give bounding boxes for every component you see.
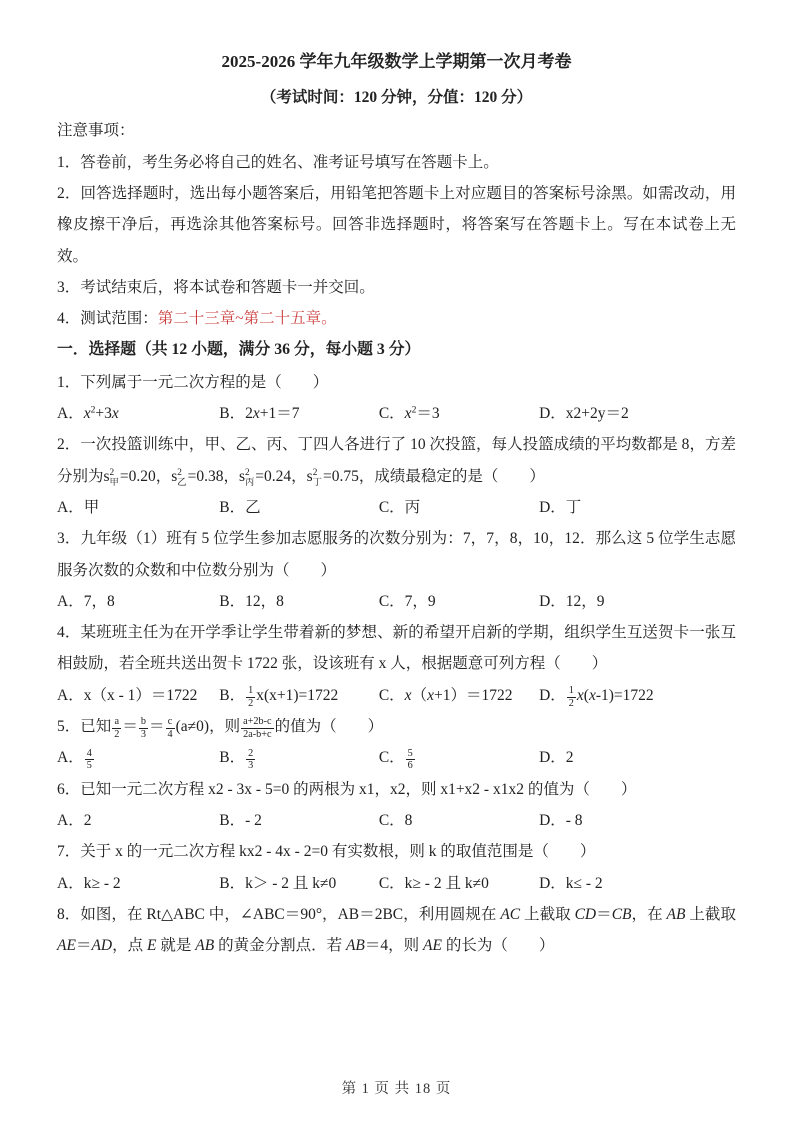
fraction	[139, 716, 148, 741]
text-segment: =0.38，s	[187, 467, 245, 485]
question-option	[539, 586, 736, 617]
text-segment: 3．考试结束后，将本试卷和答题卡一并交回。	[57, 278, 375, 296]
question-stem	[57, 899, 736, 962]
page-footer: 第 1 页 共 18 页	[341, 1081, 452, 1097]
question-option	[219, 492, 379, 523]
question	[57, 617, 736, 711]
fraction	[246, 748, 255, 773]
text-segment: x	[404, 405, 412, 423]
question-option	[57, 680, 219, 711]
text-segment: D．丁	[539, 498, 582, 516]
sup-sub-script	[313, 468, 322, 488]
question-stem	[57, 617, 736, 680]
text-segment: -1)=1722	[595, 686, 654, 704]
superscript: 2	[177, 468, 182, 479]
question-option	[57, 742, 219, 773]
text-segment: C．	[378, 405, 405, 423]
question	[57, 899, 736, 962]
text-segment: A．k≥ - 2	[57, 874, 121, 892]
question-option	[219, 398, 379, 429]
question-option	[539, 398, 736, 429]
sup-sub-script	[110, 468, 119, 488]
text-segment: 1．下列属于一元二次方程的是（ ）	[57, 373, 329, 391]
text-segment: x(x+1)=1722	[256, 686, 339, 704]
text-segment: AD	[91, 937, 113, 955]
question-option	[379, 805, 539, 836]
text-segment: D．12，9	[539, 592, 605, 610]
text-segment: AB	[195, 937, 215, 955]
text-segment: B．- 2	[219, 811, 262, 829]
fraction	[406, 748, 415, 773]
text-segment: B．	[219, 749, 246, 767]
text-segment: 1．答卷前，考生务必将自己的姓名、准考证号填写在答题卡上。	[57, 153, 499, 171]
question-stem	[57, 429, 736, 492]
text-segment: 的黄金分割点．若	[214, 937, 346, 955]
text-segment: A．x（x - 1）＝1722	[57, 686, 198, 704]
subscript: 甲	[109, 478, 119, 489]
text-segment: B．乙	[219, 498, 261, 516]
fraction	[246, 685, 255, 710]
text-segment: AE	[57, 937, 76, 955]
text-segment: A．	[57, 405, 84, 423]
fraction-denominator: 2	[114, 729, 120, 741]
text-segment: ＝	[149, 718, 165, 736]
page-title: 2025-2026 学年九年级数学上学期第一次月考卷	[221, 52, 572, 71]
question	[57, 836, 736, 899]
text-segment: 2	[411, 404, 417, 416]
text-segment: ＝3	[416, 405, 440, 423]
fraction-denominator: 3	[248, 760, 254, 772]
question-option	[379, 742, 539, 773]
fraction-numerator: 1	[568, 685, 574, 697]
question-option	[219, 680, 379, 711]
question-option	[379, 492, 539, 523]
text-segment: =0.20，s	[119, 467, 178, 485]
text-segment: =0.75，成绩最稳定的是（ ）	[323, 467, 545, 485]
question-list	[57, 367, 736, 962]
question-options	[57, 586, 736, 617]
text-segment: 8．如图，在 Rt△ABC 中，∠ABC＝90°，AB＝2BC，利用圆规在	[57, 905, 501, 923]
notice-item	[57, 303, 736, 334]
text-segment: 2	[90, 404, 96, 416]
text-segment: D．x2+2y＝2	[539, 405, 629, 423]
question-stem	[57, 523, 736, 586]
superscript: 2	[244, 468, 250, 479]
text-segment: 7．关于 x 的一元二次方程 kx2 - 4x - 2=0 有实数根，则 k 的取值范围是（ ）	[57, 843, 596, 861]
text-segment: A．2	[57, 811, 92, 829]
text-segment: 3．九年级（1）班有 5 位学生参加志愿服务的次数分别为：7，7，8，10，12．那么这 5 位学生志愿服务次数的众数和中位数分别为（ ）	[57, 530, 736, 579]
text-segment: ，点	[112, 937, 148, 955]
fraction-numerator: 5	[407, 747, 413, 759]
text-segment: 上截取	[520, 905, 575, 923]
fraction	[85, 748, 94, 773]
question-option	[379, 398, 539, 429]
question-option	[379, 680, 539, 711]
question-options	[57, 492, 736, 523]
fraction	[166, 716, 175, 741]
question-option	[219, 805, 379, 836]
question-option	[57, 398, 219, 429]
question-options	[57, 680, 736, 711]
text-segment: D．- 8	[539, 811, 583, 829]
question-option	[219, 742, 379, 773]
text-segment: 就是	[156, 937, 196, 955]
text-segment: x	[588, 686, 596, 704]
fraction-numerator: a	[112, 716, 121, 729]
text-segment: D．2	[539, 749, 574, 767]
text-segment: CD	[574, 905, 597, 923]
question	[57, 367, 736, 430]
subscript: 丙	[244, 478, 255, 489]
sup-sub-script	[245, 468, 254, 488]
text-segment: ＝	[75, 937, 92, 955]
question-option	[539, 805, 736, 836]
text-segment: （	[411, 686, 428, 704]
text-segment: A．	[57, 749, 84, 767]
fraction-denominator: 4	[167, 729, 173, 741]
text-segment: ＝4，则	[364, 937, 424, 955]
question-stem	[57, 836, 736, 867]
question-options	[57, 398, 736, 429]
question-option	[539, 742, 736, 773]
text-segment: x	[111, 405, 119, 423]
subscript: 乙	[177, 478, 187, 489]
fraction-denominator: 2	[248, 697, 254, 709]
fraction-denominator: 2	[568, 697, 574, 709]
text-segment: +1）＝1722	[433, 686, 513, 704]
question-option	[379, 586, 539, 617]
text-segment: B．12，8	[219, 592, 284, 610]
text-segment: C．k≥ - 2 且 k≠0	[378, 874, 489, 892]
question-option	[57, 868, 219, 899]
highlighted-text: 第二十三章~第二十五章。	[157, 310, 337, 328]
text-segment: 的长为（ ）	[441, 937, 555, 955]
text-segment: E	[147, 937, 157, 955]
text-segment: ＝	[122, 718, 138, 736]
text-segment: x	[576, 686, 584, 704]
fraction-denominator: 5	[86, 760, 92, 772]
text-segment: D．k≤ - 2	[539, 874, 603, 892]
text-segment: 6．已知一元二次方程 x2 - 3x - 5=0 的两根为 x1，x2，则 x1+x2 - x1x2 的值为（ ）	[57, 780, 637, 798]
notice-item	[57, 178, 736, 272]
text-segment: ＝	[596, 905, 612, 923]
fraction-numerator: 1	[248, 685, 254, 697]
text-segment: x	[427, 686, 434, 704]
text-segment: B．2	[219, 405, 253, 423]
fraction-numerator: 4	[86, 747, 92, 759]
text-segment: AB	[666, 905, 686, 923]
superscript: 2	[109, 468, 115, 479]
notice-list	[57, 147, 736, 335]
text-segment: B．k＞ - 2 且 k≠0	[219, 874, 337, 892]
notice-heading: 注意事项：	[57, 122, 135, 140]
text-segment: D．	[539, 686, 566, 704]
text-segment: C．7，9	[378, 592, 436, 610]
question-option	[57, 586, 219, 617]
fraction-numerator: b	[140, 716, 146, 728]
fraction	[567, 685, 576, 710]
fraction	[241, 716, 273, 741]
text-segment: AC	[500, 905, 521, 923]
text-segment: 上截取	[685, 905, 736, 923]
text-segment: A．7，8	[57, 592, 115, 610]
question-option	[539, 680, 736, 711]
question-option	[219, 868, 379, 899]
page-subtitle: （考试时间：120 分钟，分值：120 分）	[260, 88, 533, 106]
text-segment: (a≠0)，则	[175, 718, 241, 736]
section-heading: 一．选择题（共 12 小题，满分 36 分，每小题 3 分）	[57, 341, 421, 359]
question	[57, 711, 736, 774]
question-option	[539, 492, 736, 523]
question-option	[539, 868, 736, 899]
text-segment: x	[404, 686, 412, 704]
superscript: 2	[312, 468, 318, 479]
text-segment: A．甲	[57, 498, 100, 516]
question-option	[219, 586, 379, 617]
question	[57, 774, 736, 837]
fraction-numerator: c	[166, 716, 175, 729]
text-segment: AB	[345, 937, 365, 955]
text-segment: 的值为（ ）	[274, 718, 384, 736]
text-segment: 2．一次投篮训练中，甲、乙、丙、丁四人各进行了 10 次投篮，每人投篮成绩的平均数都是 8，方差分别为s	[57, 436, 736, 485]
text-segment: C．	[378, 749, 405, 767]
notice-item	[57, 147, 736, 178]
question-option	[57, 492, 219, 523]
text-segment: AE	[423, 937, 442, 955]
text-segment: C．8	[378, 811, 413, 829]
text-segment: x	[252, 405, 260, 423]
question-options	[57, 742, 736, 773]
fraction	[112, 716, 121, 741]
question-options	[57, 868, 736, 899]
text-segment: 5．已知	[57, 718, 112, 736]
text-segment: (	[583, 686, 589, 704]
text-segment: +3	[95, 405, 112, 423]
question-stem	[57, 774, 736, 805]
question-options	[57, 805, 736, 836]
question	[57, 523, 736, 617]
question-option	[379, 868, 539, 899]
question	[57, 429, 736, 523]
text-segment: C．	[378, 686, 405, 704]
fraction-denominator: 2a-b+c	[243, 729, 272, 741]
question-stem	[57, 367, 736, 398]
subscript: 丁	[312, 478, 323, 489]
sup-sub-script	[177, 468, 186, 488]
text-segment: B．	[219, 686, 246, 704]
text-segment: C．丙	[378, 498, 421, 516]
notice-item	[57, 272, 736, 303]
text-segment: ，在	[631, 905, 667, 923]
text-segment: =0.24，s	[255, 467, 313, 485]
text-segment: 4．测试范围：	[57, 310, 158, 328]
question-stem	[57, 711, 736, 742]
fraction-denominator: 3	[140, 729, 146, 741]
question-option	[57, 805, 219, 836]
fraction-numerator: 2	[248, 747, 254, 759]
fraction-denominator: 6	[407, 760, 413, 772]
text-segment: 2．回答选择题时，选出每小题答案后，用铅笔把答题卡上对应题目的答案标号涂黑。如需改动，用橡皮擦干净后，再选涂其他答案标号。回答非选择题时，将答案写在答题卡上。写在本试卷上无效。	[57, 184, 736, 265]
fraction-numerator: a+2b-c	[243, 716, 272, 728]
text-segment: +1＝7	[259, 405, 300, 423]
text-segment: CB	[611, 905, 632, 923]
text-segment: x	[83, 405, 91, 423]
text-segment: 4．某班班主任为在开学季让学生带着新的梦想、新的希望开启新的学期，组织学生互送贺卡一张互相鼓励，若全班共送出贺卡 1722 张，设该班有 x 人，根据题意可列方程（ ）	[57, 624, 736, 673]
